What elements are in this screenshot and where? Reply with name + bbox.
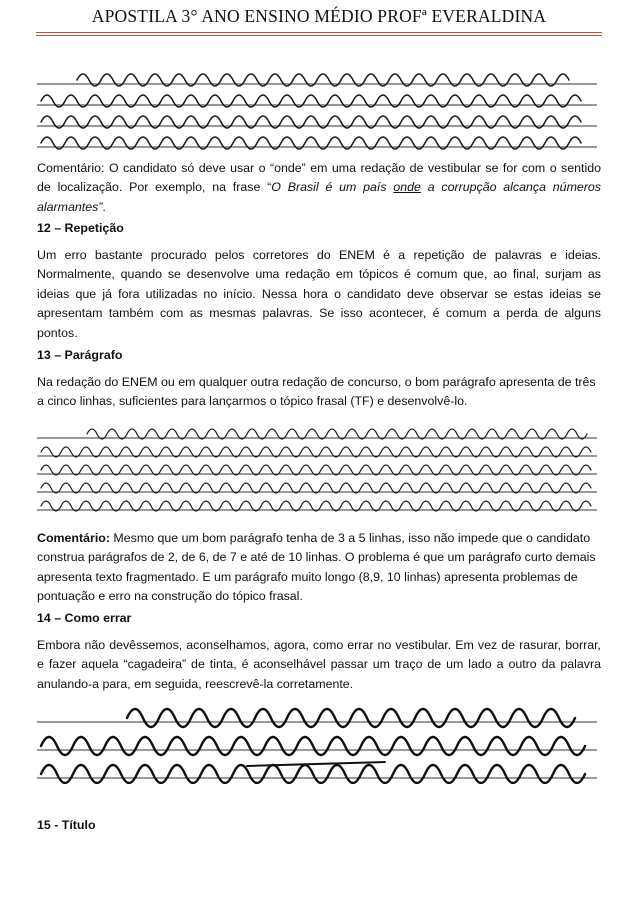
header-divider — [36, 32, 602, 33]
section-12-heading: 12 – Repetição — [37, 221, 124, 235]
section-13-heading: 13 – Parágrafo — [37, 348, 123, 362]
section-14-body: Embora não devêssemos, aconselhamos, agora, como errar no vestibular. Em vez de rasurar, borrar, e fazer aquela “cagadeira” de tinta, é aconselhável passar um traço de um lado a outro da palavra anulando-a para, em seguida, reescrevê-la corretamente. — [37, 638, 601, 691]
section-13-comment: Comentário: Mesmo que um bom parágrafo tenha de 3 a 5 linhas, isso não impede que o candidato construa parágrafos de 2, de 6, de 7 e até de 10 linhas. O problema é que um parágrafo curto demais apresenta texto fragmentado. E um parágrafo muito longo (8,9, 10 linhas) apresenta problemas de pontuação e erro na construção do tópico frasal. — [37, 531, 596, 604]
section-15-heading: 15 - Título — [37, 818, 96, 832]
header-divider-thin — [36, 35, 602, 36]
section-13-body: Na redação do ENEM ou em qualquer outra redação de concurso, o bom parágrafo apresenta de três a cinco linhas, suficientes para lançarmos o tópico frasal (TF) e desenvolvê-lo. — [37, 375, 596, 409]
section-12-body: Um erro bastante procurado pelos corretores do ENEM é a repetição de palavras e ideias. Normalmente, quando se desenvolve uma redação em tópicos é comum que, ao final, surjam as ideias que já fora utilizadas no início. Nessa hora o candidato deve observar se estas ideias se apresentam também com as mesmas palavras. Se isso acontecer, é comum a perda de alguns pontos. — [37, 248, 601, 340]
page-header: APOSTILA 3° ANO ENSINO MÉDIO PROFª EVERALDINA — [91, 6, 547, 26]
handwriting-image-1 — [37, 62, 603, 150]
comment-paragraph-1: Comentário: O candidato só deve usar o “onde” em uma redação de vestibular se for com o sentido de localização. Por exemplo, na frase “O Brasil é um país onde a corrupção alcança números alarmantes”. — [37, 161, 601, 214]
handwriting-image-2 — [37, 420, 603, 520]
section-14-heading: 14 – Como errar — [37, 611, 132, 625]
handwriting-image-3 — [37, 692, 603, 784]
